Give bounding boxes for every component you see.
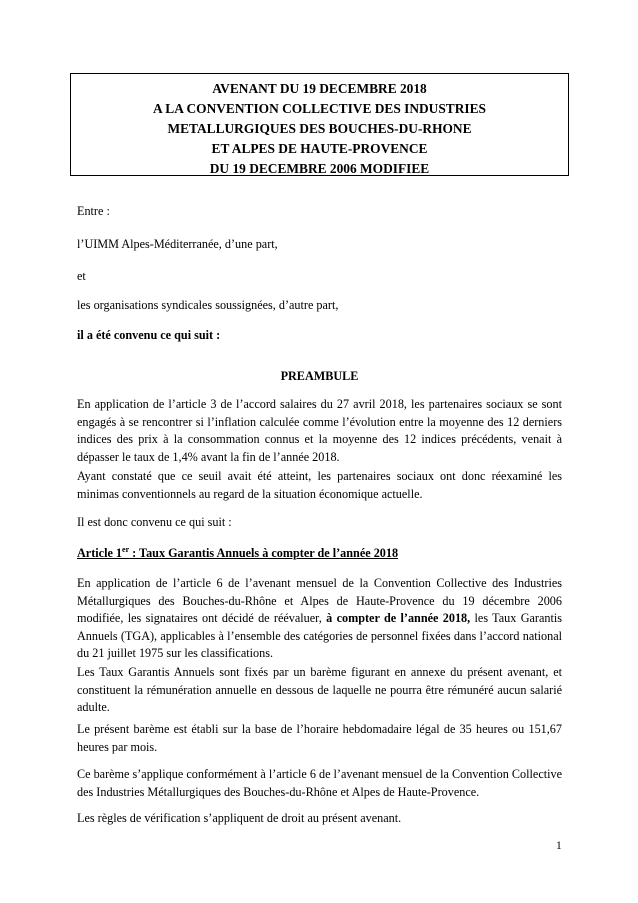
- title-line-3: METALLURGIQUES DES BOUCHES-DU-RHONE: [167, 121, 472, 136]
- preambule-paragraph-3: Il est donc convenu ce qui suit :: [77, 515, 232, 529]
- intro-convenu: il a été convenu ce qui suit :: [77, 328, 221, 342]
- intro-party-1: l’UIMM Alpes-Méditerranée, d’une part,: [77, 237, 278, 251]
- article-1-heading: [77, 545, 562, 563]
- article-1-paragraph-1-b: les Taux Garantis Annuels (TGA), applicables à l’ensemble des catégories de personnel fixées dans l’accord national du 21 juillet 1975 sur les classifications.: [77, 611, 562, 661]
- title-box: [70, 73, 569, 176]
- article-1-paragraph-1-a: En application de l’article 6 de l’avenant mensuel de la Convention Collective des Industries Métallurgiques des Bouches-du-Rhône et Alpes de Haute-Provence du 19 décembre 2006 modifiée, les signataires ont décidé de réévaluer,: [77, 576, 562, 626]
- article-1-paragraph-5: Les règles de vérification s’appliquent de droit au présent avenant.: [77, 811, 402, 825]
- preambule-heading: PREAMBULE: [280, 369, 359, 383]
- intro-party-2: les organisations syndicales soussignées, d’autre part,: [77, 298, 339, 312]
- article-1-paragraph-1: [77, 575, 562, 663]
- preambule-paragraph-1: En application de l’article 3 de l’accord salaires du 27 avril 2018, les partenaires sociaux se sont engagés à se rencontrer si l’inflation calculée comme l’évolution entre la moyenne des 12 derniers indices des prix à la consommation connus et la moyenne des 12 indices précédents, venait à dépasser le taux de 1,4% avant la fin de l’année 2018.: [77, 397, 562, 464]
- article-1-paragraph-2: Les Taux Garantis Annuels sont fixés par un barème figurant en annexe du présent avenant, et constituent la rémunération annuelle en dessous de laquelle ne pourra être rémunéré aucun salarié adulte.: [77, 665, 562, 715]
- title-line-4: ET ALPES DE HAUTE-PROVENCE: [211, 141, 428, 156]
- title-line-2: A LA CONVENTION COLLECTIVE DES INDUSTRIES: [153, 101, 486, 116]
- article-1-heading-rest: : Taux Garantis Annuels à compter de l’année 2018: [129, 546, 399, 560]
- article-1-heading-prefix: Article 1: [77, 546, 123, 560]
- article-1-paragraph-1-bold: à compter de l’année 2018,: [326, 611, 471, 626]
- intro-et: et: [77, 269, 86, 283]
- preambule-paragraph-2: Ayant constaté que ce seuil avait été atteint, les partenaires sociaux ont donc réexaminé les minimas conventionnels au regard de la situation économique actuelle.: [77, 469, 562, 501]
- title-line-1: AVENANT DU 19 DECEMBRE 2018: [212, 81, 427, 96]
- article-1-paragraph-3: Le présent barème est établi sur la base de l’horaire hebdomadaire légal de 35 heures ou 151,67 heures par mois.: [77, 722, 562, 754]
- intro-entre: Entre :: [77, 204, 110, 218]
- title-line-5: DU 19 DECEMBRE 2006 MODIFIEE: [209, 161, 430, 176]
- article-1-paragraph-4: Ce barème s’applique conformément à l’article 6 de l’avenant mensuel de la Convention Collective des Industries Métallurgiques des Bouches-du-Rhône et Alpes de Haute-Provence.: [77, 767, 562, 799]
- page-number: 1: [556, 840, 562, 852]
- article-1-heading-sup: er: [122, 544, 130, 554]
